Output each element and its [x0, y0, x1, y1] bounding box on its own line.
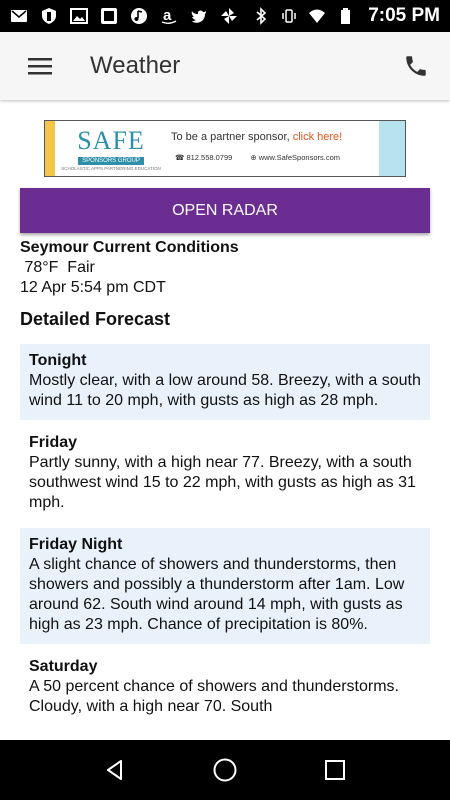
forecast-list	[20, 344, 430, 726]
ad-website: ⊕ www.SafeSponsors.com	[250, 153, 340, 162]
ad-text	[171, 131, 375, 143]
main-content	[0, 100, 450, 740]
forecast-text: Partly sunny, with a high near 77. Breezy, with a south southwest wind 15 to 22 mph, with gusts as high as 31 mph.	[29, 454, 416, 511]
vibrate-icon	[280, 7, 298, 25]
ad-phone-number: 812.558.0799	[186, 153, 233, 162]
logo-tagline: SCHOLASTIC APPS PARTNERING EDUCATION	[61, 166, 161, 171]
conditions-current: 78°F Fair	[20, 259, 95, 276]
back-icon	[103, 758, 127, 782]
ad-message: To be a partner sponsor,	[171, 131, 293, 143]
hamburger-menu-icon	[28, 56, 52, 76]
open-radar-button[interactable]: OPEN RADAR	[20, 188, 430, 233]
system-icons	[252, 5, 440, 27]
ad-website-url: www.SafeSponsors.com	[258, 153, 340, 162]
ad-body	[167, 121, 379, 176]
conditions-title: Seymour Current Conditions	[20, 239, 239, 256]
back-button[interactable]	[91, 746, 139, 794]
forecast-item	[20, 650, 430, 726]
menu-button[interactable]	[16, 42, 64, 90]
notification-icons	[10, 7, 238, 25]
ad-phone: ☎ 812.558.0799	[175, 153, 233, 162]
recents-icon	[324, 759, 346, 781]
pinwheel-icon	[220, 7, 238, 25]
square-icon	[100, 7, 118, 25]
forecast-period: Tonight	[29, 352, 87, 369]
twitter-icon	[190, 7, 208, 25]
image-icon	[70, 7, 88, 25]
conditions-observed-time: 12 Apr 5:54 pm CDT	[20, 279, 166, 296]
call-button[interactable]	[392, 42, 440, 90]
ad-color-strip-right	[379, 121, 405, 176]
ad-contact	[171, 153, 375, 162]
safe-sponsors-logo	[55, 121, 167, 176]
ad-link[interactable]: click here!	[292, 131, 343, 143]
recents-button[interactable]	[311, 746, 359, 794]
ad-color-strip	[45, 121, 55, 176]
email-icon	[10, 7, 28, 25]
forecast-text: Mostly clear, with a low around 58. Breezy, with a south wind 11 to 20 mph, with gusts as high as 28 mph.	[29, 372, 421, 409]
forecast-text: A 50 percent chance of showers and thunderstorms. Cloudy, with a high near 70. South	[29, 678, 399, 715]
sponsor-ad-banner[interactable]	[44, 120, 406, 177]
forecast-text: A slight chance of showers and thunderstorms, then showers and possibly a thunderstorm after 1am. Low around 62. South wind around 14 mph, with gusts as high as 23 mph. Chance of precipitation is 80%.	[29, 556, 405, 633]
home-button[interactable]	[201, 746, 249, 794]
page-title: Weather	[90, 52, 181, 79]
forecast-period: Friday	[29, 434, 78, 451]
forecast-period: Friday Night	[29, 536, 123, 553]
music-icon	[130, 7, 148, 25]
amazon-icon	[160, 7, 178, 25]
forecast-heading: Detailed Forecast	[20, 309, 171, 329]
logo-subtitle: SPONSORS GROUP	[78, 157, 144, 165]
current-conditions	[20, 238, 430, 298]
phone-icon	[403, 53, 429, 79]
logo-word: SAFE	[77, 126, 145, 155]
battery-icon	[336, 7, 354, 25]
app-bar	[0, 32, 450, 100]
status-bar	[0, 0, 450, 32]
svg-text:a: a	[163, 7, 172, 24]
forecast-period: Saturday	[29, 658, 98, 675]
status-time: 7:05 PM	[368, 5, 440, 26]
home-icon	[212, 757, 238, 783]
bluetooth-icon	[252, 7, 270, 25]
forecast-item	[20, 344, 430, 420]
wifi-icon	[308, 7, 326, 25]
shield-icon	[40, 7, 58, 25]
system-nav-bar	[0, 740, 450, 800]
forecast-item	[20, 426, 430, 522]
forecast-item	[20, 528, 430, 644]
